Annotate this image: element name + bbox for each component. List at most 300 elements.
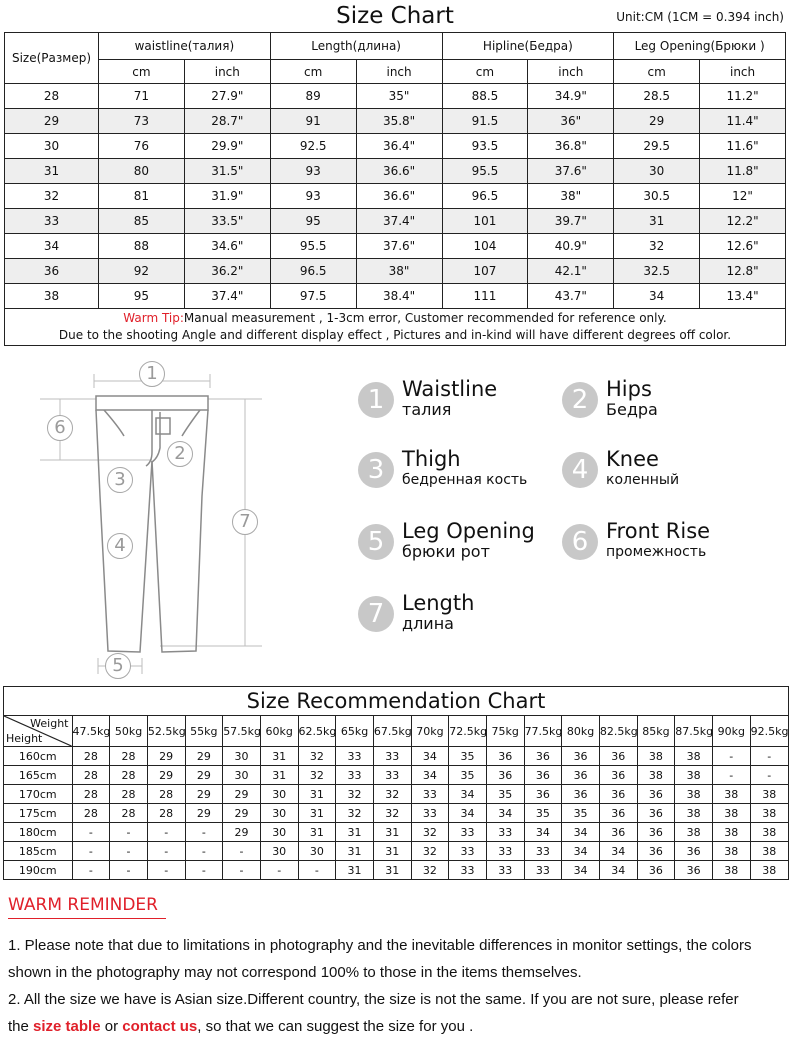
recommended-size-cell: 36 bbox=[524, 785, 562, 804]
size-cell: 30 bbox=[5, 134, 99, 159]
recommended-size-cell: - bbox=[147, 842, 185, 861]
legend-number: 1 bbox=[358, 382, 394, 418]
recommended-size-cell: 36 bbox=[599, 804, 637, 823]
weight-height-header bbox=[4, 716, 72, 747]
recommended-size-cell: 38 bbox=[750, 804, 788, 823]
measurement-cell: 11.8" bbox=[700, 159, 786, 184]
recommendation-row bbox=[4, 747, 788, 766]
recommended-size-cell: 29 bbox=[147, 766, 185, 785]
measurement-cell: 104 bbox=[442, 234, 528, 259]
recommended-size-cell: 28 bbox=[147, 785, 185, 804]
group-header-waistline: waistline(талия) bbox=[99, 33, 271, 60]
weight-header: 77.5kg bbox=[524, 716, 562, 747]
recommended-size-cell: 33 bbox=[336, 747, 374, 766]
recommended-size-cell: 36 bbox=[599, 785, 637, 804]
weight-header: 80kg bbox=[562, 716, 600, 747]
reminder-line-2: shown in the photography may not correspond 100% to those in the items themselves. bbox=[8, 964, 582, 981]
legend-item-1 bbox=[358, 378, 497, 420]
recommended-size-cell: 38 bbox=[675, 747, 713, 766]
legend-number: 4 bbox=[562, 452, 598, 488]
measurement-cell: 97.5 bbox=[270, 284, 356, 309]
measurement-cell: 13.4" bbox=[700, 284, 786, 309]
diagram-marker-4: 4 bbox=[107, 533, 133, 559]
height-cell: 175cm bbox=[4, 804, 72, 823]
recommended-size-cell: - bbox=[750, 747, 788, 766]
recommended-size-cell: 36 bbox=[524, 766, 562, 785]
height-cell: 185cm bbox=[4, 842, 72, 861]
legend-item-2 bbox=[562, 378, 658, 420]
measurement-cell: 85 bbox=[99, 209, 185, 234]
weight-header: 50kg bbox=[110, 716, 148, 747]
height-cell: 165cm bbox=[4, 766, 72, 785]
unit-subheader: cm bbox=[270, 60, 356, 84]
weight-label: Weight bbox=[30, 717, 69, 730]
recommended-size-cell: 31 bbox=[336, 823, 374, 842]
warm-tip-line2: Due to the shooting Angle and different display effect , Pictures and in-kind will have different degrees off color. bbox=[58, 328, 732, 342]
recommended-size-cell: 31 bbox=[336, 861, 374, 880]
recommended-size-cell: 38 bbox=[750, 861, 788, 880]
measurement-cell: 39.7" bbox=[528, 209, 614, 234]
reminder-line-1: 1. Please note that due to limitations in photography and the inevitable differences in monitor settings, the colors bbox=[8, 937, 752, 954]
measurement-cell: 29.5 bbox=[614, 134, 700, 159]
recommended-size-cell: 33 bbox=[449, 823, 487, 842]
recommended-size-cell: 32 bbox=[336, 804, 374, 823]
measurement-cell: 73 bbox=[99, 109, 185, 134]
unit-note: Unit:CM (1CM = 0.394 inch) bbox=[616, 10, 784, 24]
measurement-cell: 31.9" bbox=[184, 184, 270, 209]
recommended-size-cell: 30 bbox=[298, 842, 336, 861]
recommended-size-cell: 28 bbox=[110, 804, 148, 823]
measurement-cell: 29.9" bbox=[184, 134, 270, 159]
recommended-size-cell: 36 bbox=[599, 747, 637, 766]
recommended-size-cell: 28 bbox=[110, 785, 148, 804]
pants-illustration bbox=[0, 356, 350, 686]
measurement-cell: 30 bbox=[614, 159, 700, 184]
recommended-size-cell: 29 bbox=[147, 747, 185, 766]
height-cell: 180cm bbox=[4, 823, 72, 842]
recommended-size-cell: 33 bbox=[449, 861, 487, 880]
measurement-cell: 12.8" bbox=[700, 259, 786, 284]
measurement-cell: 12.2" bbox=[700, 209, 786, 234]
recommended-size-cell: 35 bbox=[449, 766, 487, 785]
legend-russian: талия bbox=[402, 400, 452, 419]
recommended-size-cell: - bbox=[185, 823, 223, 842]
weight-header: 67.5kg bbox=[373, 716, 411, 747]
recommended-size-cell: 29 bbox=[223, 785, 261, 804]
recommended-size-cell: - bbox=[260, 861, 298, 880]
recommended-size-cell: 33 bbox=[486, 842, 524, 861]
recommended-size-cell: 38 bbox=[712, 785, 750, 804]
size-row bbox=[5, 209, 786, 234]
legend-item-7 bbox=[358, 592, 474, 634]
recommended-size-cell: - bbox=[110, 861, 148, 880]
recommended-size-cell: 34 bbox=[599, 842, 637, 861]
weight-header: 75kg bbox=[486, 716, 524, 747]
recommended-size-cell: 34 bbox=[562, 842, 600, 861]
measurement-cell: 34.6" bbox=[184, 234, 270, 259]
recommended-size-cell: 29 bbox=[185, 785, 223, 804]
weight-header: 55kg bbox=[185, 716, 223, 747]
recommended-size-cell: 34 bbox=[486, 804, 524, 823]
size-row bbox=[5, 134, 786, 159]
recommended-size-cell: 28 bbox=[72, 785, 110, 804]
recommended-size-cell: 34 bbox=[562, 823, 600, 842]
measurement-cell: 12.6" bbox=[700, 234, 786, 259]
measurement-cell: 30.5 bbox=[614, 184, 700, 209]
recommended-size-cell: 28 bbox=[147, 804, 185, 823]
legend-russian: брюки рот bbox=[402, 542, 490, 561]
measurement-cell: 95.5 bbox=[442, 159, 528, 184]
recommended-size-cell: - bbox=[750, 766, 788, 785]
recommended-size-cell: 34 bbox=[524, 823, 562, 842]
legend-russian: бедренная кость bbox=[402, 472, 528, 488]
reminder-line-4 bbox=[8, 1013, 786, 1040]
measurement-cell: 93 bbox=[270, 159, 356, 184]
recommendation-row bbox=[4, 823, 788, 842]
group-header-length: Length(длина) bbox=[270, 33, 442, 60]
legend-english: Thigh bbox=[402, 447, 461, 471]
recommended-size-cell: 28 bbox=[72, 747, 110, 766]
recommended-size-cell: 36 bbox=[675, 842, 713, 861]
diagram-marker-2: 2 bbox=[167, 441, 193, 467]
size-chart-table bbox=[4, 32, 786, 346]
weight-header: 65kg bbox=[336, 716, 374, 747]
weight-header: 57.5kg bbox=[223, 716, 261, 747]
recommended-size-cell: 36 bbox=[675, 861, 713, 880]
recommended-size-cell: 36 bbox=[599, 823, 637, 842]
recommended-size-cell: - bbox=[223, 861, 261, 880]
recommended-size-cell: 28 bbox=[72, 766, 110, 785]
recommended-size-cell: - bbox=[72, 823, 110, 842]
weight-header: 92.5kg bbox=[750, 716, 788, 747]
size-row bbox=[5, 159, 786, 184]
weight-header: 72.5kg bbox=[449, 716, 487, 747]
warm-reminder-underline bbox=[8, 918, 166, 919]
measurement-cell: 89 bbox=[270, 84, 356, 109]
legend-text bbox=[606, 520, 710, 562]
recommended-size-cell: 38 bbox=[750, 842, 788, 861]
measurement-cell: 101 bbox=[442, 209, 528, 234]
recommended-size-cell: 33 bbox=[373, 747, 411, 766]
legend-item-3 bbox=[358, 448, 527, 490]
recommended-size-cell: 38 bbox=[750, 785, 788, 804]
size-row bbox=[5, 84, 786, 109]
size-row bbox=[5, 109, 786, 134]
pants-diagram bbox=[0, 356, 350, 686]
legend-text bbox=[606, 448, 679, 490]
recommended-size-cell: - bbox=[185, 861, 223, 880]
measurement-cell: 92 bbox=[99, 259, 185, 284]
measurement-cell: 31.5" bbox=[184, 159, 270, 184]
legend-text bbox=[402, 520, 535, 562]
measurement-cell: 32.5 bbox=[614, 259, 700, 284]
legend-english: Waistline bbox=[402, 377, 498, 401]
legend-item-5 bbox=[358, 520, 535, 562]
size-recommendation-chart bbox=[3, 686, 789, 880]
recommended-size-cell: 33 bbox=[336, 766, 374, 785]
recommended-size-cell: 33 bbox=[486, 861, 524, 880]
legend-english: Length bbox=[402, 591, 475, 615]
measurement-cell: 34 bbox=[614, 284, 700, 309]
measurement-cell: 111 bbox=[442, 284, 528, 309]
recommended-size-cell: 29 bbox=[185, 766, 223, 785]
legend-item-6 bbox=[562, 520, 710, 562]
measurement-cell: 81 bbox=[99, 184, 185, 209]
unit-subheader: cm bbox=[614, 60, 700, 84]
recommended-size-cell: 36 bbox=[562, 747, 600, 766]
measurement-cell: 11.6" bbox=[700, 134, 786, 159]
measurement-cell: 96.5 bbox=[442, 184, 528, 209]
recommended-size-cell: 32 bbox=[373, 804, 411, 823]
legend-text bbox=[402, 592, 474, 634]
legend-russian: Бедра bbox=[606, 400, 658, 419]
height-label: Height bbox=[6, 732, 43, 745]
measurement-cell: 42.1" bbox=[528, 259, 614, 284]
measurement-cell: 37.6" bbox=[528, 159, 614, 184]
recommended-size-cell: 31 bbox=[260, 747, 298, 766]
group-header-leg-opening: Leg Opening(Брюки ) bbox=[614, 33, 786, 60]
measurement-cell: 35" bbox=[356, 84, 442, 109]
recommended-size-cell: 28 bbox=[110, 747, 148, 766]
measurement-cell: 92.5 bbox=[270, 134, 356, 159]
measurement-cell: 91 bbox=[270, 109, 356, 134]
recommended-size-cell: 36 bbox=[524, 747, 562, 766]
measurement-cell: 28.7" bbox=[184, 109, 270, 134]
recommended-size-cell: 29 bbox=[185, 804, 223, 823]
recommended-size-cell: 31 bbox=[298, 785, 336, 804]
measurement-cell: 43.7" bbox=[528, 284, 614, 309]
measurement-cell: 95 bbox=[99, 284, 185, 309]
size-row bbox=[5, 259, 786, 284]
recommended-size-cell: 36 bbox=[486, 766, 524, 785]
legend-number: 5 bbox=[358, 524, 394, 560]
unit-subheader: inch bbox=[356, 60, 442, 84]
recommended-size-cell: - bbox=[223, 842, 261, 861]
recommended-size-cell: - bbox=[712, 747, 750, 766]
recommended-size-cell: 30 bbox=[260, 804, 298, 823]
measurement-cell: 37.6" bbox=[356, 234, 442, 259]
recommended-size-cell: 38 bbox=[637, 747, 675, 766]
reminder-line-3: 2. All the size we have is Asian size.Different country, the size is not the same. If you are not sure, please refer bbox=[8, 991, 739, 1008]
contact-us-link[interactable]: contact us bbox=[122, 1018, 198, 1035]
recommended-size-cell: 38 bbox=[712, 842, 750, 861]
legend-text bbox=[402, 378, 497, 420]
measurement-cell: 28.5 bbox=[614, 84, 700, 109]
measurement-cell: 32 bbox=[614, 234, 700, 259]
measurement-cell: 37.4" bbox=[184, 284, 270, 309]
legend-russian: промежность bbox=[606, 544, 707, 560]
recommended-size-cell: 31 bbox=[260, 766, 298, 785]
legend-russian: длина bbox=[402, 614, 454, 633]
legend-english: Knee bbox=[606, 447, 659, 471]
measurement-cell: 107 bbox=[442, 259, 528, 284]
recommended-size-cell: 36 bbox=[637, 823, 675, 842]
measurement-cell: 40.9" bbox=[528, 234, 614, 259]
group-header-hipline: Hipline(Бедра) bbox=[442, 33, 614, 60]
measurement-cell: 91.5 bbox=[442, 109, 528, 134]
recommended-size-cell: 33 bbox=[373, 766, 411, 785]
legend-russian: коленный bbox=[606, 472, 680, 488]
measurement-cell: 11.2" bbox=[700, 84, 786, 109]
measurement-cell: 36" bbox=[528, 109, 614, 134]
recommended-size-cell: 28 bbox=[72, 804, 110, 823]
recommended-size-cell: 38 bbox=[712, 823, 750, 842]
measurement-cell: 93.5 bbox=[442, 134, 528, 159]
weight-header: 87.5kg bbox=[675, 716, 713, 747]
measurement-cell: 88 bbox=[99, 234, 185, 259]
measurement-cell: 76 bbox=[99, 134, 185, 159]
size-row bbox=[5, 184, 786, 209]
weight-header: 60kg bbox=[260, 716, 298, 747]
measurement-cell: 35.8" bbox=[356, 109, 442, 134]
unit-subheader: inch bbox=[184, 60, 270, 84]
measurement-cell: 38" bbox=[528, 184, 614, 209]
recommended-size-cell: 33 bbox=[524, 861, 562, 880]
recommended-size-cell: 33 bbox=[486, 823, 524, 842]
warm-tip-label: Warm Tip: bbox=[123, 311, 184, 325]
measurement-cell: 34.9" bbox=[528, 84, 614, 109]
recommended-size-cell: 29 bbox=[185, 747, 223, 766]
recommended-size-cell: - bbox=[712, 766, 750, 785]
weight-header: 52.5kg bbox=[147, 716, 185, 747]
recommended-size-cell: 34 bbox=[449, 785, 487, 804]
size-table-link[interactable]: size table bbox=[33, 1018, 101, 1035]
diagram-marker-6: 6 bbox=[47, 415, 73, 441]
recommended-size-cell: 36 bbox=[637, 861, 675, 880]
recommended-size-cell: 30 bbox=[260, 842, 298, 861]
recommended-size-cell: 30 bbox=[223, 747, 261, 766]
recommended-size-cell: - bbox=[110, 842, 148, 861]
height-cell: 170cm bbox=[4, 785, 72, 804]
measurement-cell: 33.5" bbox=[184, 209, 270, 234]
weight-header: 85kg bbox=[637, 716, 675, 747]
recommended-size-cell: 38 bbox=[637, 766, 675, 785]
warm-tip-line1: Manual measurement , 1-3cm error, Customer recommended for reference only. bbox=[183, 311, 667, 325]
legend-number: 6 bbox=[562, 524, 598, 560]
height-cell: 190cm bbox=[4, 861, 72, 880]
recommendation-row bbox=[4, 766, 788, 785]
recommended-size-cell: - bbox=[185, 842, 223, 861]
measurement-cell: 27.9" bbox=[184, 84, 270, 109]
measurement-cell: 36.4" bbox=[356, 134, 442, 159]
recommendation-row bbox=[4, 842, 788, 861]
measurement-cell: 36.8" bbox=[528, 134, 614, 159]
recommended-size-cell: 38 bbox=[675, 823, 713, 842]
legend-number: 7 bbox=[358, 596, 394, 632]
legend-english: Leg Opening bbox=[402, 519, 535, 543]
size-cell: 29 bbox=[5, 109, 99, 134]
recommended-size-cell: 33 bbox=[411, 785, 449, 804]
recommended-size-cell: - bbox=[72, 842, 110, 861]
recommended-size-cell: 36 bbox=[637, 842, 675, 861]
measurement-cell: 93 bbox=[270, 184, 356, 209]
recommendation-row bbox=[4, 785, 788, 804]
recommended-size-cell: 31 bbox=[373, 861, 411, 880]
recommended-size-cell: 29 bbox=[223, 804, 261, 823]
weight-header: 82.5kg bbox=[599, 716, 637, 747]
recommended-size-cell: - bbox=[72, 861, 110, 880]
recommended-size-cell: 31 bbox=[336, 842, 374, 861]
recommended-size-cell: 36 bbox=[486, 747, 524, 766]
size-cell: 33 bbox=[5, 209, 99, 234]
reminder-or: or bbox=[100, 1018, 123, 1035]
recommended-size-cell: 29 bbox=[223, 823, 261, 842]
recommended-size-cell: 36 bbox=[637, 804, 675, 823]
recommended-size-cell: 32 bbox=[411, 823, 449, 842]
recommended-size-cell: 36 bbox=[562, 785, 600, 804]
measurement-cell: 71 bbox=[99, 84, 185, 109]
legend-text bbox=[606, 378, 658, 420]
weight-header: 47.5kg bbox=[72, 716, 110, 747]
recommendation-row bbox=[4, 861, 788, 880]
weight-header: 62.5kg bbox=[298, 716, 336, 747]
recommended-size-cell: 31 bbox=[298, 823, 336, 842]
recommendation-title: Size Recommendation Chart bbox=[4, 687, 788, 716]
recommended-size-cell: 36 bbox=[562, 766, 600, 785]
size-cell: 28 bbox=[5, 84, 99, 109]
measurement-cell: 38" bbox=[356, 259, 442, 284]
reminder-line-4-end: , so that we can suggest the size for you . bbox=[197, 1018, 474, 1035]
height-cell: 160cm bbox=[4, 747, 72, 766]
unit-subheader: inch bbox=[700, 60, 786, 84]
recommended-size-cell: 32 bbox=[336, 785, 374, 804]
unit-subheader: cm bbox=[442, 60, 528, 84]
size-row bbox=[5, 234, 786, 259]
measurement-cell: 38.4" bbox=[356, 284, 442, 309]
recommended-size-cell: 34 bbox=[562, 861, 600, 880]
recommended-size-cell: 38 bbox=[712, 804, 750, 823]
recommended-size-cell: 35 bbox=[562, 804, 600, 823]
recommended-size-cell: 32 bbox=[373, 785, 411, 804]
measurement-cell: 36.2" bbox=[184, 259, 270, 284]
recommended-size-cell: 31 bbox=[298, 804, 336, 823]
recommended-size-cell: 32 bbox=[298, 747, 336, 766]
recommended-size-cell: 35 bbox=[524, 804, 562, 823]
legend-english: Hips bbox=[606, 377, 652, 401]
measurement-cell: 12" bbox=[700, 184, 786, 209]
recommended-size-cell: 33 bbox=[449, 842, 487, 861]
legend-english: Front Rise bbox=[606, 519, 711, 543]
recommended-size-cell: 30 bbox=[260, 823, 298, 842]
recommended-size-cell: 34 bbox=[411, 747, 449, 766]
recommended-size-cell: 32 bbox=[411, 861, 449, 880]
recommended-size-cell: 38 bbox=[712, 861, 750, 880]
recommended-size-cell: 38 bbox=[675, 766, 713, 785]
warm-tip bbox=[5, 309, 786, 346]
unit-subheader: cm bbox=[99, 60, 185, 84]
recommended-size-cell: - bbox=[147, 823, 185, 842]
diagram-marker-3: 3 bbox=[107, 467, 133, 493]
measurement-cell: 31 bbox=[614, 209, 700, 234]
recommended-size-cell: 36 bbox=[637, 785, 675, 804]
size-cell: 38 bbox=[5, 284, 99, 309]
size-cell: 34 bbox=[5, 234, 99, 259]
recommended-size-cell: - bbox=[110, 823, 148, 842]
recommended-size-cell: 38 bbox=[675, 804, 713, 823]
recommended-size-cell: - bbox=[298, 861, 336, 880]
warm-reminder-title: WARM REMINDER bbox=[8, 895, 158, 915]
recommended-size-cell: 28 bbox=[110, 766, 148, 785]
measurement-cell: 96.5 bbox=[270, 259, 356, 284]
diagram-marker-5: 5 bbox=[105, 653, 131, 679]
size-row bbox=[5, 284, 786, 309]
recommended-size-cell: 34 bbox=[449, 804, 487, 823]
diagram-marker-1: 1 bbox=[139, 361, 165, 387]
legend-text bbox=[402, 448, 527, 490]
weight-header: 70kg bbox=[411, 716, 449, 747]
legend-item-4 bbox=[562, 448, 679, 490]
unit-subheader: inch bbox=[528, 60, 614, 84]
